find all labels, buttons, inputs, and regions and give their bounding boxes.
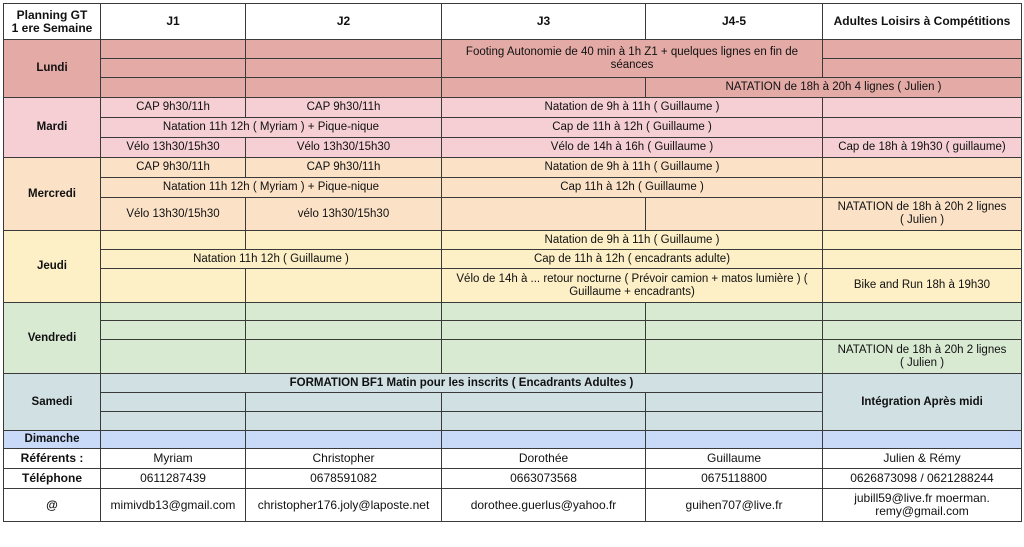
vendredi-natation-soir-line2: ( Julien ) <box>899 356 945 369</box>
email-j2: christopher176.joly@laposte.net <box>246 489 442 522</box>
jeudi-velo-line2: Guillaume + encadrants) <box>569 285 695 298</box>
email-j1: mimivdb13@gmail.com <box>101 489 246 522</box>
mercredi-row-2 <box>4 178 1022 198</box>
cell <box>646 412 823 431</box>
referent-adultes: Julien & Rémy <box>823 449 1022 469</box>
group-header-j1: J1 <box>101 4 246 40</box>
cell <box>246 40 442 59</box>
cell <box>442 78 646 98</box>
cell <box>646 340 823 374</box>
cell <box>246 59 442 78</box>
referent-j3: Dorothée <box>442 449 646 469</box>
jeudi-velo <box>442 269 823 303</box>
mardi-cap-j1: CAP 9h30/11h <box>101 98 246 118</box>
mercredi-natation-soir-line1: NATATION de 18h à 20h 2 lignes <box>837 201 1007 213</box>
cell <box>246 431 442 449</box>
cell <box>646 393 823 412</box>
cell <box>442 412 646 431</box>
cell <box>442 340 646 374</box>
group-header-j3: J3 <box>442 4 646 40</box>
referent-j1: Myriam <box>101 449 246 469</box>
mercredi-natation-soir <box>823 198 1022 231</box>
cell <box>101 40 246 59</box>
mercredi-natation-midi: Natation 11h 12h ( Myriam ) + Pique-nique <box>101 178 442 198</box>
cell <box>823 431 1022 449</box>
mercredi-row-1 <box>4 158 1022 178</box>
cell <box>823 40 1022 59</box>
cell <box>823 158 1022 178</box>
jeudi-row-1 <box>4 231 1022 250</box>
planning-title <box>4 4 101 40</box>
cell <box>823 321 1022 340</box>
jeudi-natation-midi: Natation 11h 12h ( Guillaume ) <box>101 250 442 269</box>
email-adultes-line1: jubill59@live.fr moerman. <box>854 491 990 505</box>
day-label-mardi: Mardi <box>4 98 101 158</box>
referent-j45: Guillaume <box>646 449 823 469</box>
mardi-cap-midi: Cap de 11h à 12h ( Guillaume ) <box>442 118 823 138</box>
cell <box>246 269 442 303</box>
vendredi-natation-soir-line1: NATATION de 18h à 20h 2 lignes <box>837 343 1007 356</box>
telephone-row <box>4 469 1022 489</box>
jeudi-velo-line1: Vélo de 14h à ... retour nocturne ( Prévoir camion + matos lumière ) ( <box>456 272 808 285</box>
header-row <box>4 4 1022 40</box>
cell <box>823 118 1022 138</box>
day-label-lundi: Lundi <box>4 40 101 98</box>
lundi-footing: Footing Autonomie de 40 min à 1h Z1 + quelques lignes en fin de séances <box>442 40 823 78</box>
vendredi-row-1 <box>4 303 1022 321</box>
mardi-cap-soir: Cap de 18h à 19h30 ( guillaume) <box>823 138 1022 158</box>
cell <box>442 431 646 449</box>
mardi-velo-aprem: Vélo de 14h à 16h ( Guillaume ) <box>442 138 823 158</box>
telephone-j3: 0663073568 <box>442 469 646 489</box>
cell <box>101 321 246 340</box>
email-row <box>4 489 1022 522</box>
cell <box>246 78 442 98</box>
planning-title-line2: 1 ere Semaine <box>11 20 93 35</box>
email-j45: guihen707@live.fr <box>646 489 823 522</box>
mercredi-cap-j1: CAP 9h30/11h <box>101 158 246 178</box>
mercredi-velo-j1: Vélo 13h30/15h30 <box>101 198 246 231</box>
mercredi-cap-midi: Cap 11h à 12h ( Guillaume ) <box>442 178 823 198</box>
mercredi-cap-j2: CAP 9h30/11h <box>246 158 442 178</box>
lundi-natation: NATATION de 18h à 20h 4 lignes ( Julien ) <box>646 78 1022 98</box>
day-label-jeudi: Jeudi <box>4 231 101 303</box>
mercredi-natation-matin: Natation de 9h à 11h ( Guillaume ) <box>442 158 823 178</box>
vendredi-row-2 <box>4 321 1022 340</box>
cell <box>246 340 442 374</box>
day-label-dimanche: Dimanche <box>4 431 101 449</box>
cell <box>823 303 1022 321</box>
mardi-row-3 <box>4 138 1022 158</box>
mardi-row-1 <box>4 98 1022 118</box>
cell <box>442 393 646 412</box>
mardi-velo-j2: Vélo 13h30/15h30 <box>246 138 442 158</box>
jeudi-row-3 <box>4 269 1022 303</box>
cell <box>823 250 1022 269</box>
mercredi-velo-j2: vélo 13h30/15h30 <box>246 198 442 231</box>
email-label: @ <box>4 489 101 522</box>
cell <box>101 340 246 374</box>
cell <box>823 98 1022 118</box>
mardi-velo-j1: Vélo 13h30/15h30 <box>101 138 246 158</box>
cell <box>442 303 646 321</box>
cell <box>101 303 246 321</box>
cell <box>101 431 246 449</box>
cell <box>442 198 646 231</box>
cell <box>646 431 823 449</box>
samedi-integration: Intégration Après midi <box>823 374 1022 431</box>
mardi-natation-matin: Natation de 9h à 11h ( Guillaume ) <box>442 98 823 118</box>
cell <box>442 321 646 340</box>
day-label-mercredi: Mercredi <box>4 158 101 231</box>
samedi-formation: FORMATION BF1 Matin pour les inscrits ( Encadrants Adultes ) <box>101 374 823 393</box>
cell <box>101 78 246 98</box>
cell <box>246 303 442 321</box>
cell <box>246 321 442 340</box>
telephone-j2: 0678591082 <box>246 469 442 489</box>
cell <box>646 303 823 321</box>
mercredi-natation-soir-line2: ( Julien ) <box>899 214 945 226</box>
cell <box>646 198 823 231</box>
lundi-row-1 <box>4 40 1022 59</box>
mardi-cap-j2: CAP 9h30/11h <box>246 98 442 118</box>
cell <box>646 321 823 340</box>
cell <box>246 231 442 250</box>
cell <box>823 178 1022 198</box>
jeudi-cap-midi: Cap de 11h à 12h ( encadrants adulte) <box>442 250 823 269</box>
cell <box>246 412 442 431</box>
group-header-adultes: Adultes Loisirs à Compétitions <box>823 4 1022 40</box>
vendredi-row-3 <box>4 340 1022 374</box>
planning-title-line1: Planning GT <box>16 7 88 22</box>
cell <box>101 269 246 303</box>
mardi-row-2 <box>4 118 1022 138</box>
jeudi-bike-run: Bike and Run 18h à 19h30 <box>823 269 1022 303</box>
telephone-j45: 0675118800 <box>646 469 823 489</box>
cell <box>823 59 1022 78</box>
group-header-j45: J4-5 <box>646 4 823 40</box>
jeudi-row-2 <box>4 250 1022 269</box>
group-header-j2: J2 <box>246 4 442 40</box>
day-label-vendredi: Vendredi <box>4 303 101 374</box>
samedi-row-1 <box>4 374 1022 393</box>
telephone-j1: 0611287439 <box>101 469 246 489</box>
telephone-adultes: 0626873098 / 0621288244 <box>823 469 1022 489</box>
email-adultes-line2: remy@gmail.com <box>875 504 969 518</box>
telephone-label: Téléphone <box>4 469 101 489</box>
dimanche-row <box>4 431 1022 449</box>
referents-label: Référents : <box>4 449 101 469</box>
lundi-row-3 <box>4 78 1022 98</box>
cell <box>246 393 442 412</box>
mercredi-row-3 <box>4 198 1022 231</box>
email-adultes <box>823 489 1022 522</box>
vendredi-natation-soir <box>823 340 1022 374</box>
cell <box>823 231 1022 250</box>
day-label-samedi: Samedi <box>4 374 101 431</box>
mardi-natation-midi: Natation 11h 12h ( Myriam ) + Pique-nique <box>101 118 442 138</box>
cell <box>101 412 246 431</box>
referents-row <box>4 449 1022 469</box>
referent-j2: Christopher <box>246 449 442 469</box>
cell <box>101 59 246 78</box>
jeudi-natation-matin: Natation de 9h à 11h ( Guillaume ) <box>442 231 823 250</box>
planning-table <box>3 3 1022 522</box>
cell <box>101 393 246 412</box>
cell <box>101 231 246 250</box>
email-j3: dorothee.guerlus@yahoo.fr <box>442 489 646 522</box>
